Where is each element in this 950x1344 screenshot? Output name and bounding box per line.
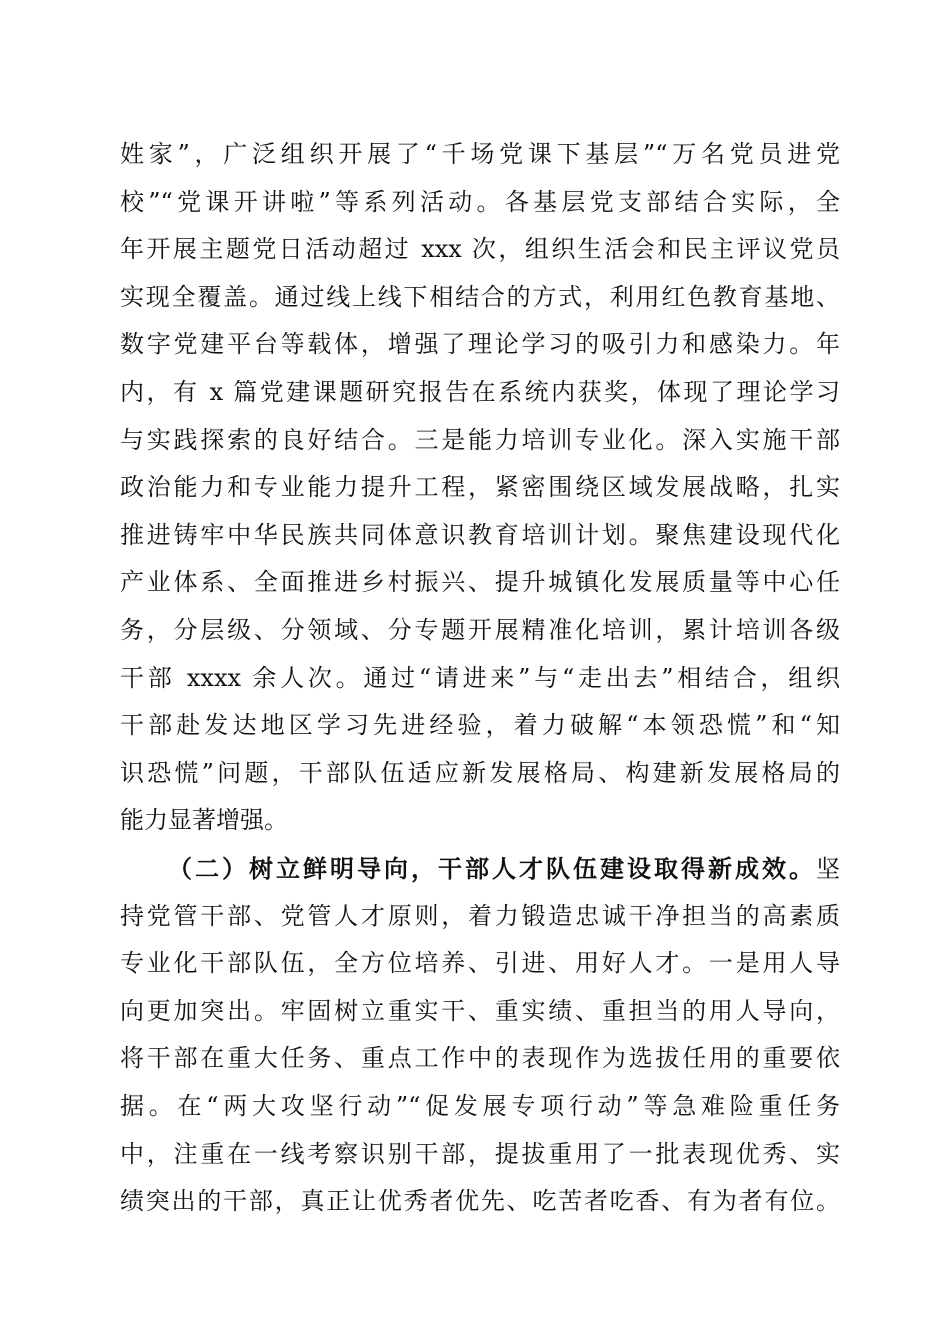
paragraph-line: 与实践探索的良好结合。三是能力培训专业化。深入实施干部 — [120, 425, 840, 454]
paragraph-line: 数字党建平台等载体，增强了理论学习的吸引力和感染力。年 — [120, 330, 840, 359]
heading-line-continuation: 坚 — [816, 855, 840, 883]
paragraph-line: 向更加突出。牢固树立重实干、重实绩、重担当的用人导向， — [120, 996, 840, 1025]
paragraph-line: 干部 xxxx 余人次。通过“请进来”与“走出去”相结合，组织 — [120, 663, 840, 692]
paragraph-line: 内，有 x 篇党建课题研究报告在系统内获奖，体现了理论学习 — [120, 377, 840, 406]
paragraph-line: 中，注重在一线考察识别干部，提拔重用了一批表现优秀、实 — [120, 1139, 840, 1168]
paragraph-line: 推进铸牢中华民族共同体意识教育培训计划。聚焦建设现代化 — [120, 520, 840, 549]
paragraph-line: 姓家”，广泛组织开展了“千场党课下基层”“万名党员进党 — [120, 140, 840, 168]
paragraph-line: 专业化干部队伍，全方位培养、引进、用好人才。一是用人导 — [120, 949, 840, 978]
paragraph-line: 据。在“两大攻坚行动”“促发展专项行动”等急难险重任务 — [120, 1091, 840, 1120]
section-heading-line — [120, 845, 840, 893]
paragraph-line: 产业体系、全面推进乡村振兴、提升城镇化发展质量等中心任 — [120, 568, 840, 597]
paragraph-line: 实现全覆盖。通过线上线下相结合的方式，利用红色教育基地、 — [120, 282, 840, 311]
paragraph-line: 年开展主题党日活动超过 xxx 次，组织生活会和民主评议党员 — [120, 235, 840, 264]
paragraph-line: 绩突出的干部，真正让优秀者优先、吃苦者吃香、有为者有位。 — [120, 1187, 840, 1216]
paragraph-line: 校”“党课开讲啦”等系列活动。各基层党支部结合实际，全 — [120, 187, 840, 216]
paragraph-line: 干部赴发达地区学习先进经验，着力破解“本领恐慌”和“知 — [120, 711, 840, 740]
paragraph-line: 务，分层级、分领域、分专题开展精准化培训，累计培训各级 — [120, 615, 840, 644]
paragraph-line: 将干部在重大任务、重点工作中的表现作为选拔任用的重要依 — [120, 1044, 840, 1073]
paragraph-line: 能力显著增强。 — [120, 806, 288, 835]
paragraph-line: 政治能力和专业能力提升工程，紧密围绕区域发展战略，扎实 — [120, 473, 840, 502]
paragraph-2 — [120, 845, 840, 1226]
paragraph-1 — [120, 131, 840, 845]
section-heading: （二）树立鲜明导向，干部人才队伍建设取得新成效。 — [168, 854, 816, 883]
paragraph-line: 持党管干部、党管人才原则，着力锻造忠诚干净担当的高素质 — [120, 901, 840, 930]
paragraph-line: 识恐慌”问题，干部队伍适应新发展格局、构建新发展格局的 — [120, 758, 840, 787]
